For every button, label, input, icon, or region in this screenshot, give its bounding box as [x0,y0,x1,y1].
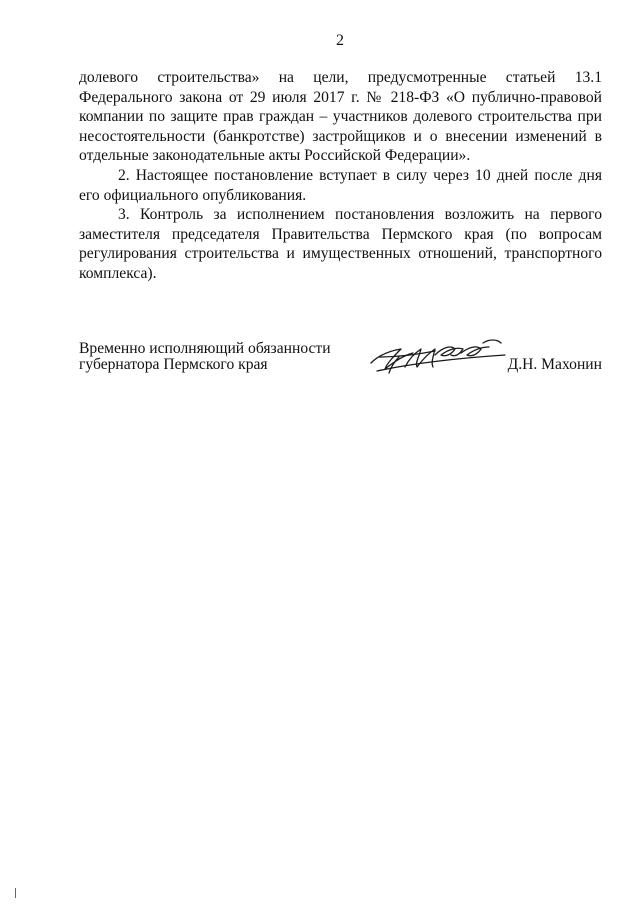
paragraph-continuation: долевого строительства» на цели, предусмотренные статьей 13.1 Федерального закона от 29 июля 2017 г. № 218-ФЗ «О публично-правовой компании по защите прав граждан – участников долевого строительства при несостоятельности (банкротстве) застройщиков и о внесении изменений в отдельные законодательные акты Российской Федерации». [79,69,602,165]
paragraph-3: 3. Контроль за исполнением постановления возложить на первого заместителя председателя Правительства Пермского края (по вопросам регулирования строительства и имущественных отношений, транспортного комплекса). [79,206,602,282]
signature-block [79,341,602,381]
signatory-title-line-2: губернатора Пермского края [79,356,268,373]
signatory-title [79,341,349,373]
scan-edge-mark [15,888,22,898]
signatory-title-line-1: Временно исполняющий обязанности [79,340,331,357]
paragraph-2: 2. Настоящее постановление вступает в силу через 10 дней после дня его официального опубликования. [79,166,602,204]
signatory-name: Д.Н. Махонин [507,356,602,373]
page-number: 2 [336,32,344,49]
document-body [79,68,602,284]
handwritten-signature [365,333,510,379]
